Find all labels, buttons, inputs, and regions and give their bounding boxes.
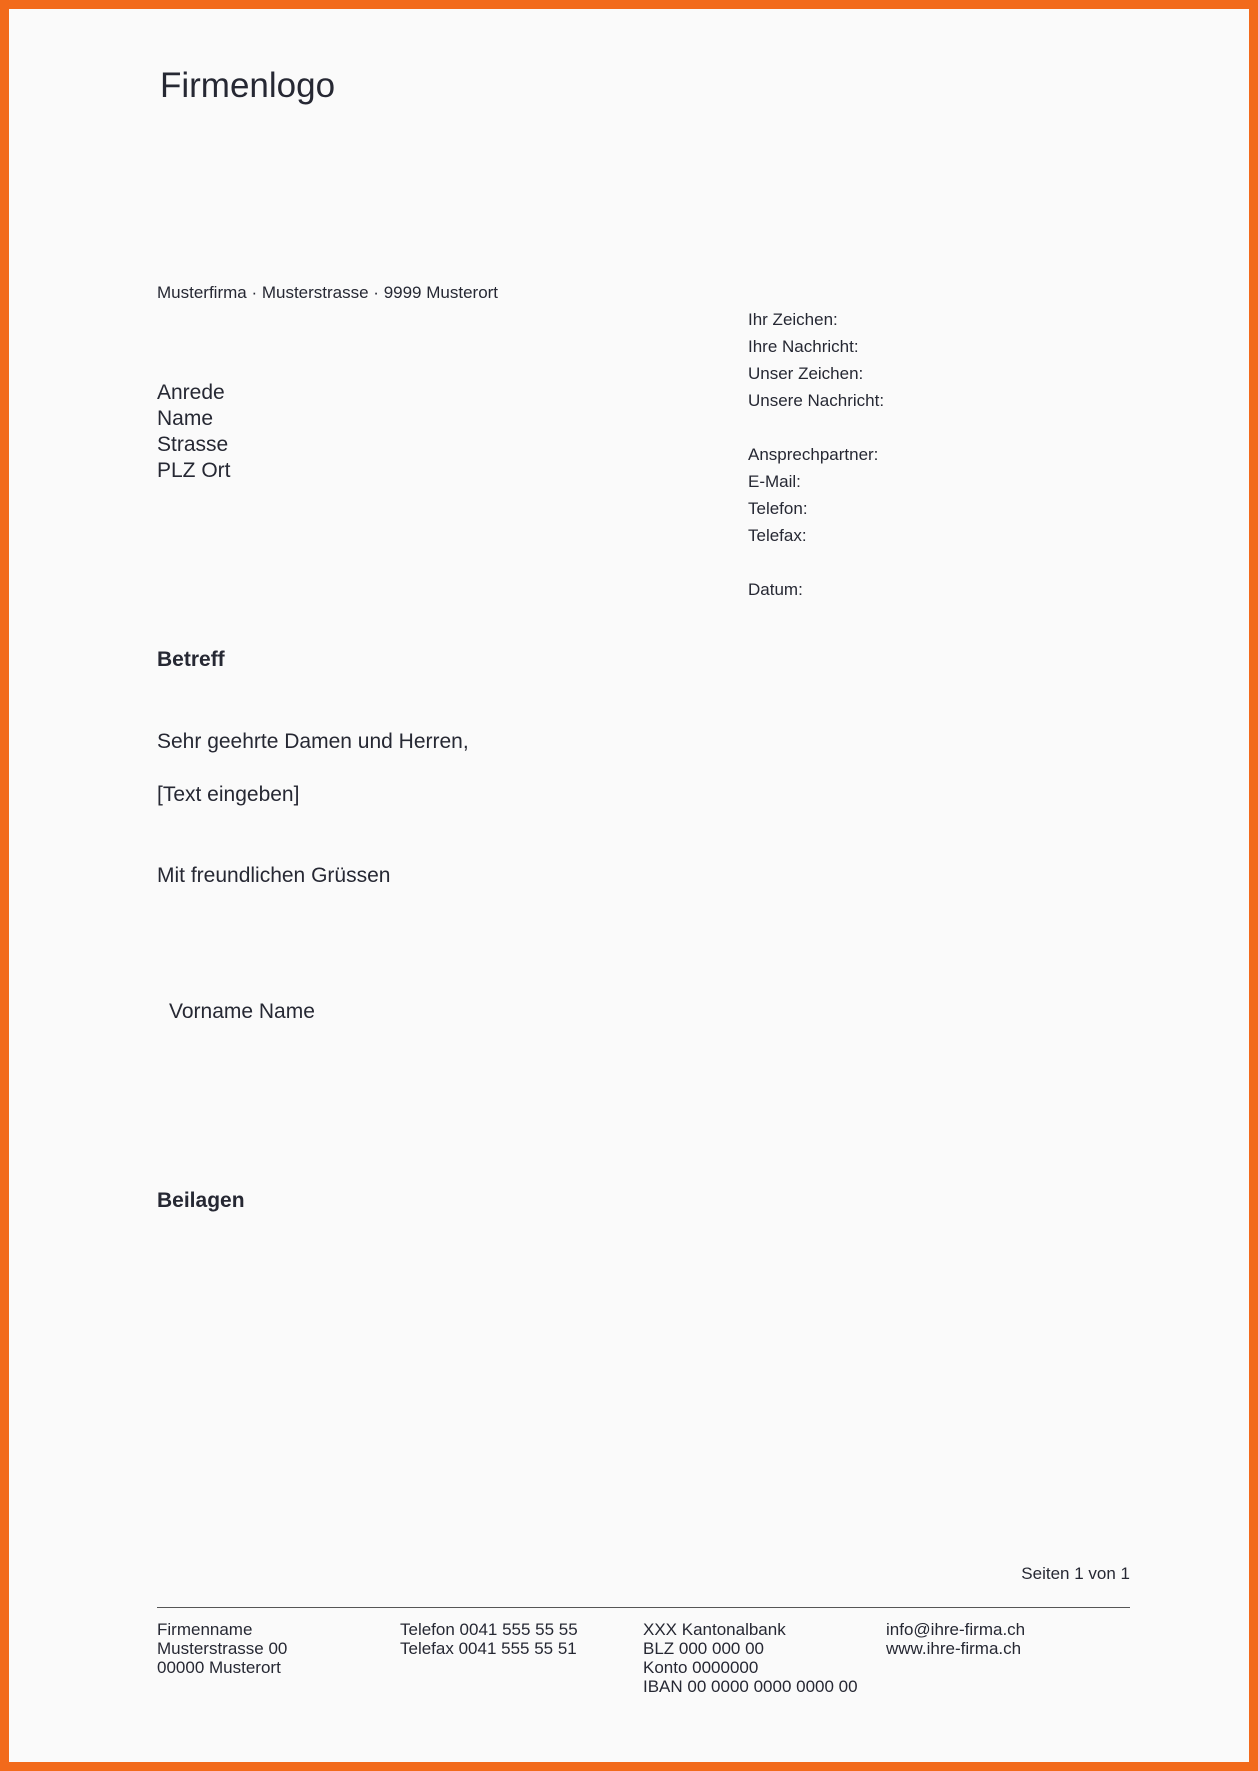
footer-fax: Telefax 0041 555 55 51 xyxy=(400,1639,577,1658)
footer-phone: Telefon 0041 555 55 55 xyxy=(400,1620,578,1639)
meta-email: E-Mail: xyxy=(748,472,801,491)
recipient-salutation: Anrede xyxy=(157,381,225,404)
meta-unsere-nachricht: Unsere Nachricht: xyxy=(748,391,885,410)
footer-company-name: Firmenname xyxy=(157,1620,253,1639)
subject-heading: Betreff xyxy=(157,648,225,671)
closing-line: Mit freundlichen Grüssen xyxy=(157,864,391,887)
page-number: Seiten 1 von 1 xyxy=(1021,1564,1130,1583)
meta-telefon: Telefon: xyxy=(748,499,808,518)
footer-bank-account: Konto 0000000 xyxy=(643,1658,759,1677)
company-logo-placeholder: Firmenlogo xyxy=(160,66,336,105)
recipient-street: Strasse xyxy=(157,433,229,456)
footer-bank-iban: IBAN 00 0000 0000 0000 00 xyxy=(643,1677,858,1696)
footer-company xyxy=(157,1620,287,1677)
footer-bank-name: XXX Kantonalbank xyxy=(643,1620,786,1639)
recipient-name: Name xyxy=(157,407,214,430)
recipient-city: PLZ Ort xyxy=(157,459,231,482)
footer-web xyxy=(886,1620,1025,1658)
meta-ansprechpartner: Ansprechpartner: xyxy=(748,445,879,464)
greeting-line: Sehr geehrte Damen und Herren, xyxy=(157,730,469,753)
meta-unser-zeichen: Unser Zeichen: xyxy=(748,364,864,383)
signer-name: Vorname Name xyxy=(169,1000,315,1023)
meta-telefax: Telefax: xyxy=(748,526,807,545)
footer-bank-blz: BLZ 000 000 00 xyxy=(643,1639,764,1658)
recipient-address xyxy=(157,380,231,484)
footer-contact xyxy=(400,1620,578,1658)
footer-email: info@ihre-firma.ch xyxy=(886,1620,1026,1639)
meta-ihre-nachricht: Ihre Nachricht: xyxy=(748,337,859,356)
enclosures-heading: Beilagen xyxy=(157,1189,245,1212)
sender-address-line: Musterfirma · Musterstrasse · 9999 Musterort xyxy=(157,283,499,302)
footer-bank xyxy=(643,1620,858,1696)
footer-company-street: Musterstrasse 00 xyxy=(157,1639,288,1658)
meta-ihr-zeichen: Ihr Zeichen: xyxy=(748,310,838,329)
meta-datum: Datum: xyxy=(748,580,803,599)
body-text: [Text eingeben] xyxy=(157,783,300,806)
footer-website: www.ihre-firma.ch xyxy=(886,1639,1022,1658)
footer-company-city: 00000 Musterort xyxy=(157,1658,281,1677)
footer-divider xyxy=(157,1607,1130,1608)
